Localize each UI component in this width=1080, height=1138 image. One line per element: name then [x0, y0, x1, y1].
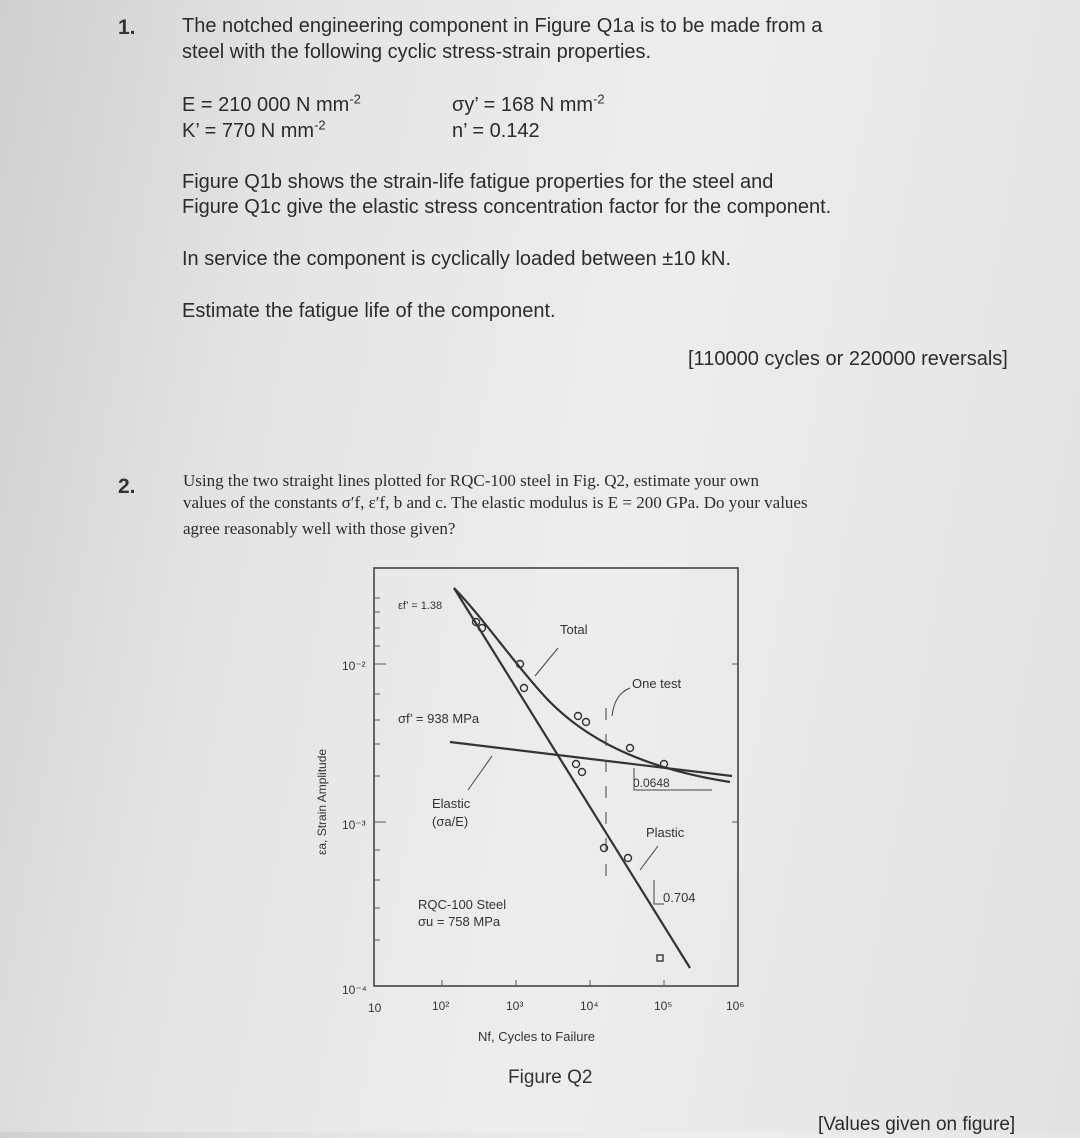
x-tick-label: 10 — [368, 1001, 382, 1015]
one-test-label: One test — [632, 676, 682, 691]
x-minor-ticks — [442, 980, 664, 986]
ultimate-strength-label: σu = 758 MPa — [418, 914, 501, 929]
elastic-line — [450, 742, 732, 776]
x-axis-label: Nf, Cycles to Failure — [478, 1029, 596, 1044]
one-test-leader — [612, 688, 630, 716]
q1-service-loading: In service the component is cyclically loaded between ±10 kN. — [182, 248, 732, 270]
slope-b-label: 0.0648 — [633, 776, 670, 790]
slope-c-label: 0.704 — [663, 890, 696, 905]
question-1-number: 1. — [118, 16, 136, 39]
q2-line-3: agree reasonably well with those given? — [183, 519, 456, 538]
q1-answer: [110000 cycles or 220000 reversals] — [688, 348, 1008, 370]
x-tick-label: 10⁵ — [654, 999, 673, 1013]
y-minor-ticks — [374, 598, 738, 940]
property-E: E = 210 000 N $mm^{-2}$ — [182, 91, 361, 116]
x-tick-label: 10⁴ — [580, 999, 599, 1013]
property-K: K’ = 770 N $mm^{-2}$ — [182, 117, 326, 142]
sigma-f-label: σf’ = 938 MPa — [398, 711, 480, 726]
plastic-leader — [640, 846, 658, 870]
y-axis-label: εa, Strain Amplitude — [315, 748, 329, 855]
x-tick-label: 10² — [432, 999, 450, 1013]
q1-task: Estimate the fatigue life of the component. — [182, 300, 556, 322]
q1-intro-line-1: The notched engineering component in Figure Q1a is to be made from a — [182, 15, 823, 37]
q2-answer: [Values given on figure] — [818, 1114, 1016, 1135]
total-label: Total — [560, 622, 588, 637]
x-tick-label: 10⁶ — [726, 999, 745, 1013]
x-tick-label: 10³ — [506, 999, 524, 1013]
figure-caption: Figure Q2 — [508, 1067, 593, 1088]
material-label: RQC-100 Steel — [418, 897, 507, 912]
q2-line-2: values of the constants σ′f, ε′f, b and c. The elastic modulus is E = 200 GPa. Do your values — [183, 493, 808, 512]
q1-intro-line-2: steel with the following cyclic stress-strain properties. — [182, 41, 652, 63]
property-sigma-y: σy’ = 168 N $mm^{-2}$ — [452, 91, 605, 116]
epsilon-f-label: εf’ = 1.38 — [398, 600, 443, 612]
y-tick-label: 10⁻³ — [342, 818, 366, 832]
elastic-label: Elastic — [432, 796, 471, 811]
property-n: n’ = 0.142 — [452, 120, 540, 142]
plastic-label: Plastic — [646, 825, 685, 840]
q1-figure-line-2: Figure Q1c give the elastic stress concentration factor for the component. — [182, 196, 832, 218]
total-leader — [535, 648, 558, 676]
total-strain-curve — [454, 588, 730, 782]
y-tick-label: 10⁻⁴ — [342, 983, 367, 997]
y-tick-label: 10⁻² — [342, 659, 366, 673]
q2-line-1: Using the two straight lines plotted for RQC-100 steel in Fig. Q2, estimate your own — [183, 471, 760, 490]
q1-figure-line-1: Figure Q1b shows the strain-life fatigue properties for the steel and — [182, 171, 774, 193]
elastic-sub-label: (σa/E) — [432, 814, 469, 829]
elastic-leader — [468, 756, 492, 790]
question-2-number: 2. — [118, 475, 136, 498]
